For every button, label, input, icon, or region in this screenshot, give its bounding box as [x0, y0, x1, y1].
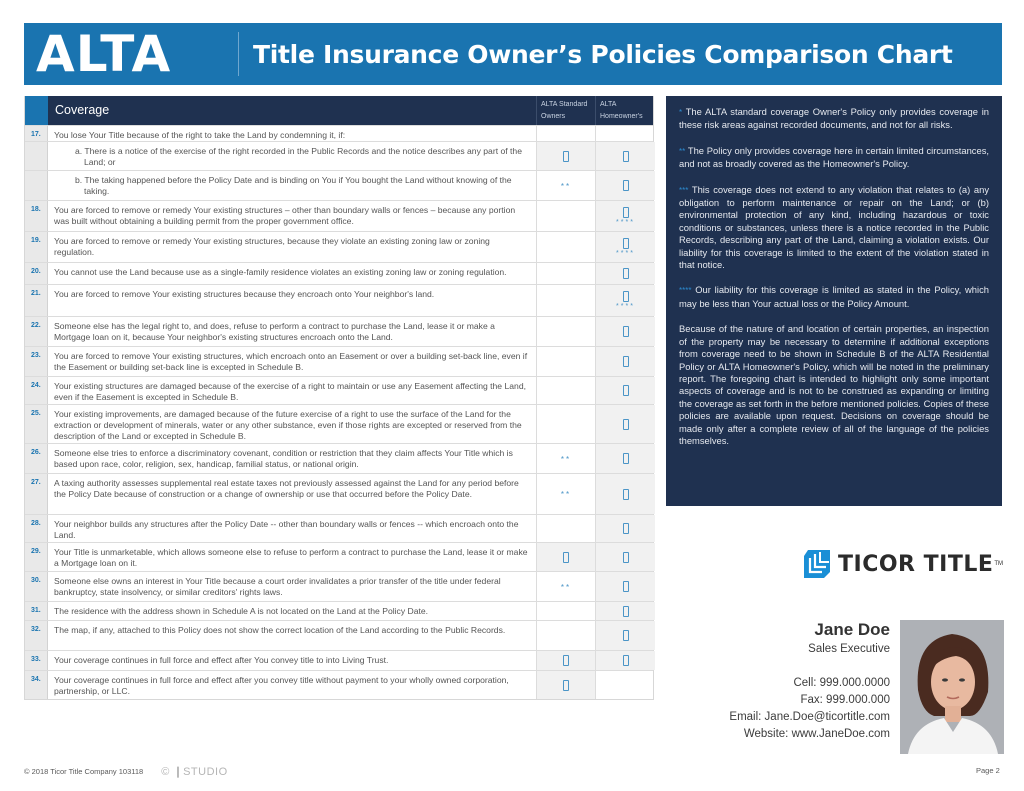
check-icon: [623, 523, 629, 534]
header-num-cell: [25, 96, 48, 125]
standard-cell: [537, 126, 596, 141]
footnote-text: The Policy only provides coverage here in certain limited circumstances, and not as broadly covered as the Homeowner's Policy.: [679, 144, 989, 170]
table-header: [25, 96, 653, 125]
standard-cell: [537, 142, 596, 170]
check-icon: [623, 291, 629, 302]
homeowner-cell: [596, 171, 655, 200]
table-row: [25, 620, 653, 650]
double-star-icon: **: [560, 490, 572, 499]
table-row: [25, 670, 653, 699]
row-text: You cannot use the Land because use as a single-family residence violates an existing zoning law or zoning regulation.: [48, 263, 537, 284]
table-row: [25, 601, 653, 620]
row-number: 32.: [25, 621, 48, 650]
quad-star-icon: ****: [616, 218, 635, 226]
check-icon: [623, 151, 629, 162]
standard-cell: [537, 285, 596, 316]
table-row: [25, 376, 653, 404]
row-text: Your neighbor builds any structures after the Policy Date -- other than boundary walls or fences -- which encroach onto the Land.: [48, 515, 537, 542]
row-number: 17.: [25, 126, 48, 141]
contact-fax: Fax: 999.000.000: [800, 694, 890, 706]
star-marker-icon: *: [679, 108, 683, 117]
row-text: You are forced to remove Your existing structures, which encroach onto an Easement or over a building set-back line, even if the Easement or building set-back line is excepted in Schedule B.: [48, 347, 537, 376]
standard-cell: [537, 602, 596, 620]
homeowner-cell: [596, 142, 655, 170]
check-icon: [623, 489, 629, 500]
homeowner-cell: [596, 232, 655, 262]
standard-cell: [537, 263, 596, 284]
check-icon: [623, 552, 629, 563]
star-marker-icon: ****: [679, 286, 692, 296]
header-coverage: Coverage: [48, 96, 537, 125]
homeowner-cell: [596, 671, 655, 699]
homeowner-cell: [596, 317, 655, 346]
check-icon: [623, 630, 629, 641]
row-number: 19.: [25, 232, 48, 262]
table-row: [25, 284, 653, 316]
footer-copyright-block: [24, 765, 228, 778]
check-icon: [563, 655, 569, 666]
header-standard: ALTA Standard Owners: [537, 96, 596, 125]
row-number: 23.: [25, 347, 48, 376]
standard-cell: [537, 232, 596, 262]
title-banner: [24, 23, 1002, 85]
banner-divider: [238, 32, 239, 76]
comparison-table: [24, 96, 654, 700]
row-text: Someone else owns an interest in Your Title because a court order invalidates a prior transfer of the title under federal bankruptcy, state insolvency, or similar creditors' rights laws.: [48, 572, 537, 601]
row-number: 34.: [25, 671, 48, 699]
row-number: [25, 171, 48, 200]
footnote-1: [679, 106, 989, 132]
footnote-text: Our liability for this coverage is limited as stated in the Policy, which may be less than Your actual loss or the Policy Amount.: [679, 284, 989, 309]
check-icon: [623, 238, 629, 249]
standard-cell: [537, 543, 596, 571]
row-text: You are forced to remove or remedy Your existing structures – other than boundary walls or fences – because any portion was built without obtaining a building permit from the proper government office.: [48, 201, 537, 231]
contact-cell: Cell: 999.000.0000: [793, 677, 890, 689]
table-row: [25, 443, 653, 473]
page-number: Page 2: [976, 766, 1000, 775]
double-star-icon: **: [560, 582, 572, 592]
row-text: The residence with the address shown in Schedule A is not located on the Land at the Policy Date.: [48, 602, 537, 620]
homeowner-cell: [596, 651, 655, 670]
row-text: The map, if any, attached to this Policy does not show the correct location of the Land according to the Public Records.: [48, 621, 537, 650]
footnote-text: This coverage does not extend to any violation that relates to (a) any obligation to perform maintenance or repair on the Land; or (b) environmental protection of any kind, including hazardous or toxic conditions or substances, unless there is a notice recorded in the Public Records, describing any part of the Land, claiming a violation exists. Our liability for this coverage is limited to the extent of the violation stated in that notice.: [679, 183, 990, 271]
table-row: [25, 125, 653, 141]
row-text: Your coverage continues in full force and effect after You convey title to into Living Trust.: [48, 651, 537, 670]
standard-cell: [537, 201, 596, 231]
row-number: 18.: [25, 201, 48, 231]
homeowner-cell: [596, 201, 655, 231]
ticor-logo-icon: [802, 548, 832, 580]
footnote-2: [679, 145, 989, 171]
double-star-icon: **: [560, 181, 572, 191]
table-row: [25, 316, 653, 346]
row-number: 31.: [25, 602, 48, 620]
disclaimer: Because of the nature of and location of certain properties, an inspection of the property may be necessary to determine if additional exceptions from coverage need to be shown in Schedule B of the ALTA Residential Policy or ALTA Homeowner's Policy, which will be noted in the preliminary report. The foregoing chart is intended to highlight only some important aspects of coverage and is not to be construed as expanding or limiting the coverage as set forth in the before mentioned policies. Copies of these policies are available upon request. Decisions on coverage should be made only after a complete review of all of the language of the policies themselves.: [679, 323, 989, 446]
page-title: Title Insurance Owner’s Policies Comparison Chart: [253, 39, 953, 69]
quad-star-icon: ****: [616, 303, 635, 310]
star-marker-icon: **: [679, 146, 686, 156]
check-icon: [623, 453, 629, 464]
standard-cell: [537, 621, 596, 650]
homeowner-cell: [596, 285, 655, 316]
table-row: [25, 514, 653, 542]
standard-cell: [537, 317, 596, 346]
check-icon: [623, 326, 629, 337]
portrait-icon: [900, 620, 1004, 754]
homeowner-cell: [596, 405, 655, 443]
standard-cell: [537, 572, 596, 601]
table-row: [25, 542, 653, 571]
alta-brand: ALTA: [36, 25, 172, 83]
contact-role: Sales Executive: [808, 643, 890, 655]
homeowner-cell: [596, 515, 655, 542]
star-marker-icon: ***: [679, 185, 689, 195]
standard-cell: [537, 171, 596, 200]
row-text: Someone else has the legal right to, and does, refuse to perform a contract to purchase the Land, lease it or make a Mortgage loan on it, because Your neighbor's existing structures encroach onto the Land.: [48, 317, 537, 346]
logo-text: TICOR TITLE: [838, 551, 994, 577]
table-row: [25, 262, 653, 284]
table-row: [25, 404, 653, 443]
standard-cell: [537, 474, 596, 514]
homeowner-cell: [596, 347, 655, 376]
table-row: [25, 346, 653, 376]
check-icon: [623, 207, 629, 218]
double-star-icon: **: [560, 454, 572, 464]
row-number: 22.: [25, 317, 48, 346]
standard-cell: [537, 377, 596, 404]
row-number: 24.: [25, 377, 48, 404]
row-text: You lose Your Title because of the right to take the Land by condemning it, if:: [48, 126, 537, 141]
row-number: 30.: [25, 572, 48, 601]
footnote-text: The ALTA standard coverage Owner's Policy only provides coverage in these risk areas against recorded documents, and not for all risks.: [679, 106, 990, 131]
table-row: [25, 231, 653, 262]
footnote-4: [679, 284, 989, 310]
check-icon: [623, 268, 629, 279]
row-number: 20.: [25, 263, 48, 284]
standard-cell: [537, 515, 596, 542]
standard-cell: [537, 651, 596, 670]
check-icon: [623, 655, 629, 666]
table-row: [25, 141, 653, 170]
check-icon: [623, 356, 629, 367]
row-text: b. The taking happened before the Policy Date and is binding on You if You bought the Land without knowing of the taking.: [48, 171, 537, 200]
contact-name: Jane Doe: [814, 620, 890, 639]
row-number: 21.: [25, 285, 48, 316]
homeowner-cell: [596, 126, 655, 141]
standard-cell: [537, 671, 596, 699]
standard-cell: [537, 444, 596, 473]
check-icon: [623, 385, 629, 396]
studio-logo: © ❙STUDIO: [161, 766, 228, 778]
copyright: © 2018 Ticor Title Company 103118: [24, 767, 144, 776]
standard-cell: [537, 405, 596, 443]
header-homeowner: ALTA Homeowner's: [600, 101, 643, 120]
standard-cell: [537, 347, 596, 376]
table-row: [25, 200, 653, 231]
homeowner-cell: [596, 377, 655, 404]
table-row: [25, 571, 653, 601]
row-text: Your coverage continues in full force and effect after you convey title without payment to your wholly owned corporation, partnership, or LLC.: [48, 671, 537, 699]
homeowner-cell: [596, 444, 655, 473]
check-icon: [623, 581, 629, 592]
check-icon: [563, 552, 569, 563]
row-text: Your existing structures are damaged because of the exercise of a right to maintain or use any Easement affecting the Land, even if the Easement is excepted in Schedule B.: [48, 377, 537, 404]
homeowner-cell: [596, 474, 655, 514]
row-text: a. There is a notice of the exercise of the right recorded in the Public Records and the notice describes any part of the Land; or: [48, 142, 537, 170]
homeowner-cell: [596, 621, 655, 650]
check-icon: [563, 680, 569, 691]
footnotes-panel: [666, 96, 1002, 506]
table-row: [25, 473, 653, 514]
ticor-title-logo: [802, 548, 1003, 580]
row-number: [25, 142, 48, 170]
contact-card: [690, 620, 890, 743]
row-text: Your existing improvements, are damaged because of the future exercise of a right to use the surface of the Land for the extraction or development of minerals, water or any other substance, even if those rights are excepted or reserved from the description of the Land or excepted in Schedule B.: [48, 405, 537, 443]
check-icon: [623, 606, 629, 617]
footnote-3: [679, 184, 989, 272]
row-number: 25.: [25, 405, 48, 443]
row-text: You are forced to remove Your existing structures because they encroach onto Your neighbor's land.: [48, 285, 537, 316]
row-number: 33.: [25, 651, 48, 670]
avatar: [900, 620, 1004, 754]
trademark: TM: [994, 561, 1004, 567]
row-number: 28.: [25, 515, 48, 542]
homeowner-cell: [596, 263, 655, 284]
check-icon: [623, 419, 629, 430]
row-text: Someone else tries to enforce a discriminatory covenant, condition or restriction that they claim affects Your Title which is based upon race, color, religion, sex, handicap, familial status, or national origin.: [48, 444, 537, 473]
contact-website[interactable]: Website: www.JaneDoe.com: [743, 728, 890, 740]
table-row: [25, 650, 653, 670]
check-icon: [623, 180, 629, 191]
row-text: Your Title is unmarketable, which allows someone else to refuse to perform a contract to purchase the Land, lease it or make a Mortgage loan on it.: [48, 543, 537, 571]
check-icon: [563, 151, 569, 162]
row-number: 27.: [25, 474, 48, 514]
row-text: A taxing authority assesses supplemental real estate taxes not previously assessed against the Land for any period before the Policy Date because of construction or a change of ownership or use that occurred before the Policy Date.: [48, 474, 537, 514]
quad-star-icon: ****: [616, 249, 635, 257]
row-number: 29.: [25, 543, 48, 571]
homeowner-cell: [596, 572, 655, 601]
contact-email[interactable]: Email: Jane.Doe@ticortitle.com: [729, 711, 890, 723]
homeowner-cell: [596, 602, 655, 620]
row-text: You are forced to remove or remedy Your existing structures, because they violate an existing zoning law or zoning regulation.: [48, 232, 537, 262]
row-number: 26.: [25, 444, 48, 473]
homeowner-cell: [596, 543, 655, 571]
table-row: [25, 170, 653, 200]
